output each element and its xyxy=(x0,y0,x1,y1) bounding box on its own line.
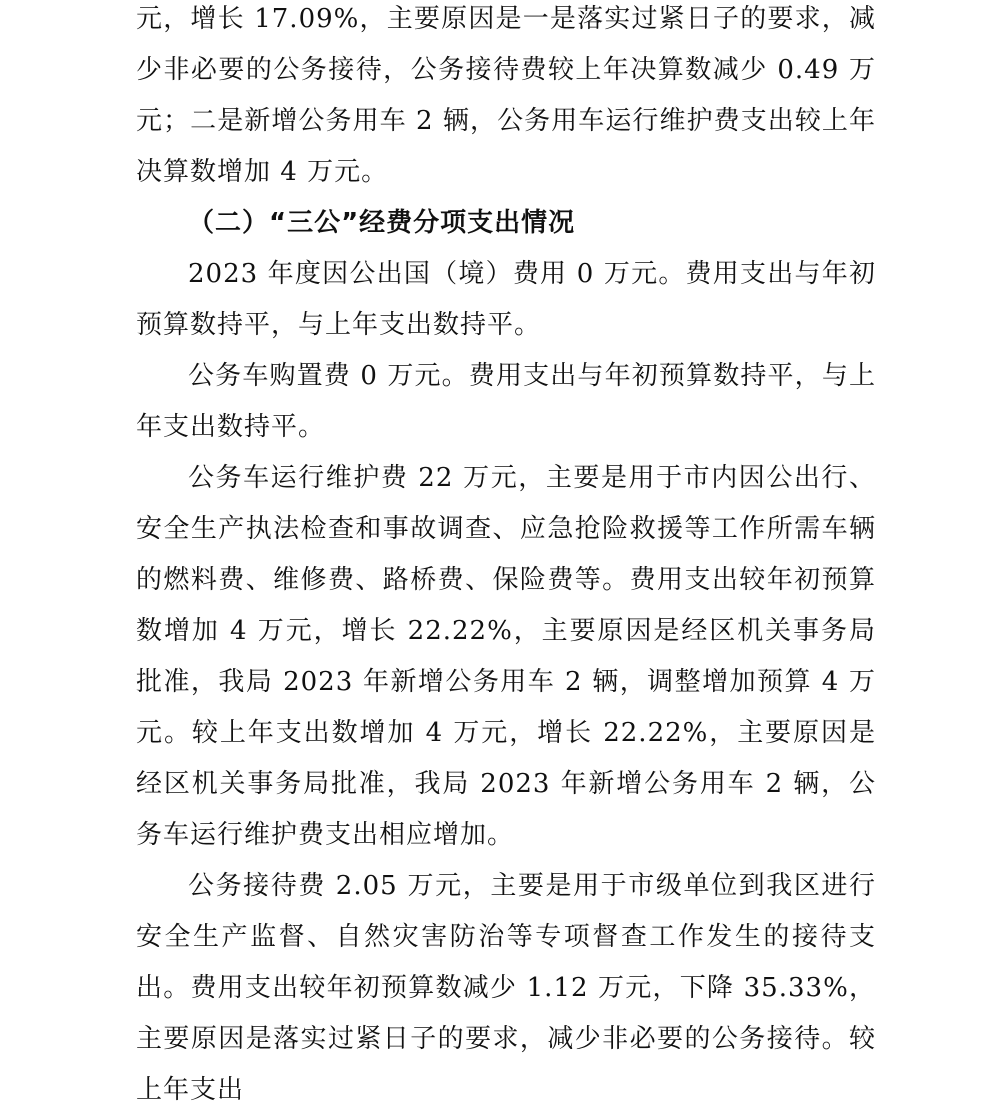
paragraph-continuation: 元，增长 17.09%，主要原因是一是落实过紧日子的要求，减少非必要的公务接待，公务接待费较上年决算数减少 0.49 万元；二是新增公务用车 2 辆，公务用车运行维护费支出较上年决算数增加 4 万元。 xyxy=(136,4,876,187)
section-heading: （二）“三公”经费分项支出情况 xyxy=(188,208,576,238)
paragraph-reception: 公务接待费 2.05 万元，主要是用于市级单位到我区进行安全生产监督、自然灾害防治等专项督查工作发生的接待支出。费用支出较年初预算数减少 1.12 万元，下降 35.33%，主要原因是落实过紧日子的要求，减少非必要的公务接待。较上年支出 xyxy=(136,871,876,1105)
paragraph-vehicle-purchase: 公务车购置费 0 万元。费用支出与年初预算数持平，与上年支出数持平。 xyxy=(136,361,876,442)
paragraph-vehicle-maintenance: 公务车运行维护费 22 万元，主要是用于市内因公出行、安全生产执法检查和事故调查、应急抢险救援等工作所需车辆的燃料费、维修费、路桥费、保险费等。费用支出较年初预算数增加 4 万元，增长 22.22%，主要原因是经区机关事务局批准，我局 2023 年新增公务用车 2 辆，调整增加预算 4 万元。较上年支出数增加 4 万元，增长 22.22%，主要原因是经区机关事务局批准，我局 2023 年新增公务用车 2 辆，公务车运行维护费支出相应增加。 xyxy=(136,463,876,850)
document-page xyxy=(136,0,876,1116)
paragraph-overseas-travel: 2023 年度因公出国（境）费用 0 万元。费用支出与年初预算数持平，与上年支出数持平。 xyxy=(136,259,876,340)
